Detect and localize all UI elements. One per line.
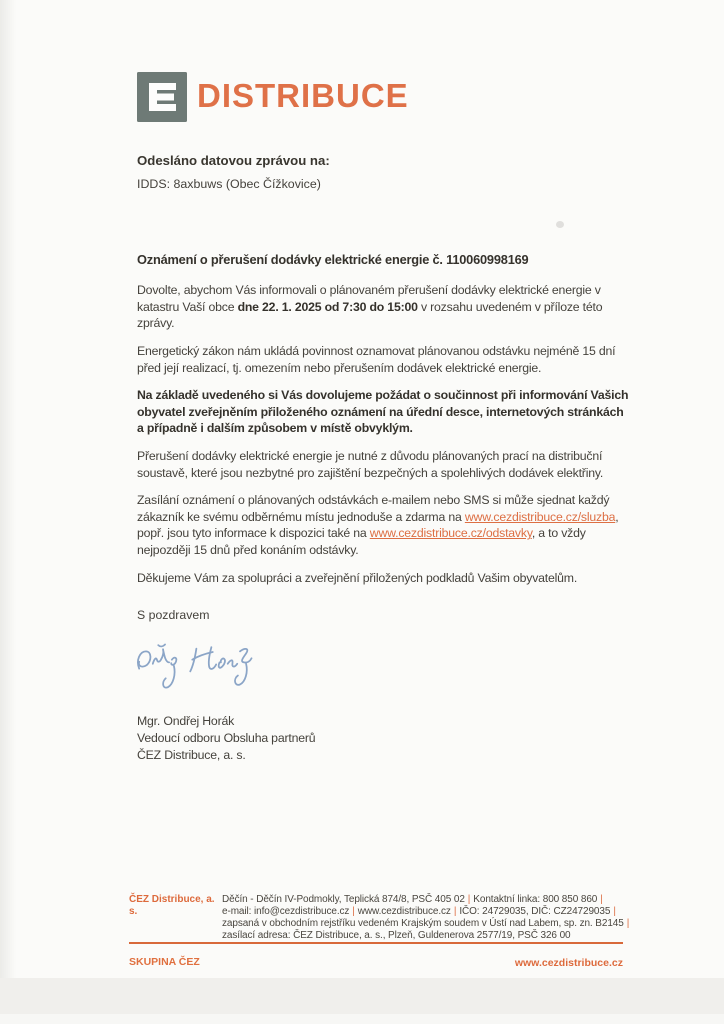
scan-left-edge-shadow [0,0,16,1024]
scan-paper-edge [0,1014,724,1024]
letter-body [137,252,629,598]
paragraph-notifications-tail: , a to vždy nejpozději 15 dnů před konáním odstávky. [137,526,586,557]
footer-line-address: Děčín - Děčín IV-Podmokly, Teplická 874/8, PSČ 405 02 | Kontaktní linka: 800 850 860 | [222,894,603,905]
salutation: S pozdravem [137,608,210,622]
footer-contact-lines [222,894,642,942]
recipient-idds: IDDS: 8axbuws (Obec Čížkovice) [137,177,321,191]
footer-line-contacts: e-mail: info@cezdistribuce.cz | www.cezdistribuce.cz | IČO: 24729035, DIČ: CZ24729035 | [222,906,616,917]
footer-website[interactable]: www.cezdistribuce.cz [514,957,623,969]
paragraph-intro-tail: v rozsahu uvedeném v příloze této zprávy. [137,299,603,331]
paragraph-law: Energetický zákon nám ukládá povinnost oznamovat plánovanou odstávku nejméně 15 dní před její realizací, tj. omezením nebo přerušením dodávek elektrické energie. [137,344,616,375]
paragraph-notifications [137,492,629,558]
footer-separator: | [467,894,471,905]
link-odstavky[interactable]: www.cezdistribuce.cz/odstavky [369,526,532,541]
paragraph-notifications-text: Zasílání oznámení o plánovaných odstávkách e-mailem nebo SMS si může sjednat každý zákazník ke svému odběrnému místu jednoduše a zdarma na [137,493,610,524]
signer-company: ČEZ Distribuce, a. s. [137,748,246,763]
paragraph-intro-text: Dovolte, abychom Vás informovali o plánovaném přerušení dodávky elektrické energie v katastru Vaší obce [137,283,601,314]
footer-separator: | [613,906,616,917]
paragraph-intro [137,282,629,331]
brand-wordmark: DISTRIBUCE [197,77,409,114]
paragraph-notifications-mid: , popř. jsou tyto informace k dispozici také na [137,509,619,541]
paragraph-thanks: Děkujeme Vám za spolupráci a zveřejnění přiložených podkladů Vašim obyvatelům. [137,570,578,585]
paragraph-reason: Přerušení dodávky elektrické energie je nutné z důvodu plánovaných prací na distribuční soustavě, které jsou nezbytné pro zajištění bezpečných a spolehlivých dodávek elektřiny. [137,449,604,480]
footer-separator: | [626,918,630,929]
footer-separator: | [453,906,457,917]
scan-speck [556,221,564,228]
footer-divider-rule [129,942,623,944]
scan-bottom-shadow [0,978,724,1014]
footer-group-label: SKUPINA ČEZ [129,956,200,968]
delivery-method-label: Odesláno datovou zprávou na: [137,153,330,168]
outage-datetime: dne 22. 1. 2025 od 7:30 do 15:00 [237,299,418,314]
signer-name: Mgr. Ondřej Horák [137,714,235,728]
signature-block [137,713,315,765]
signer-title: Vedoucí odboru Obsluha partnerů [137,731,316,746]
footer-line-mailing: zasílací adresa: ČEZ Distribuce, a. s., Plzeň, Guldenerova 2577/19, PSČ 326 00 [222,930,571,941]
handwritten-signature-image [131,641,257,699]
footer-separator: | [352,906,355,917]
cez-logo-icon [137,72,187,122]
footer-separator: | [600,894,603,905]
footer-company-name: ČEZ Distribuce, a. s. [129,894,215,917]
footer-line-registry: zapsaná v obchodním rejstříku vedeném Krajským soudem v Ústí nad Labem, sp. zn. B2145 | [222,918,630,929]
letter-subject: Oznámení o přerušení dodávky elektrické energie č. 110060998169 [137,252,529,267]
link-sluzba[interactable]: www.cezdistribuce.cz/sluzba [464,509,616,524]
paragraph-request: Na základě uvedeného si Vás dovolujeme požádat o součinnost při informování Vašich obyvatel zveřejněním přiloženého oznámení na úřední desce, internetových stránkách a případně i dalším způsobem v místě obvyklým. [137,388,629,436]
